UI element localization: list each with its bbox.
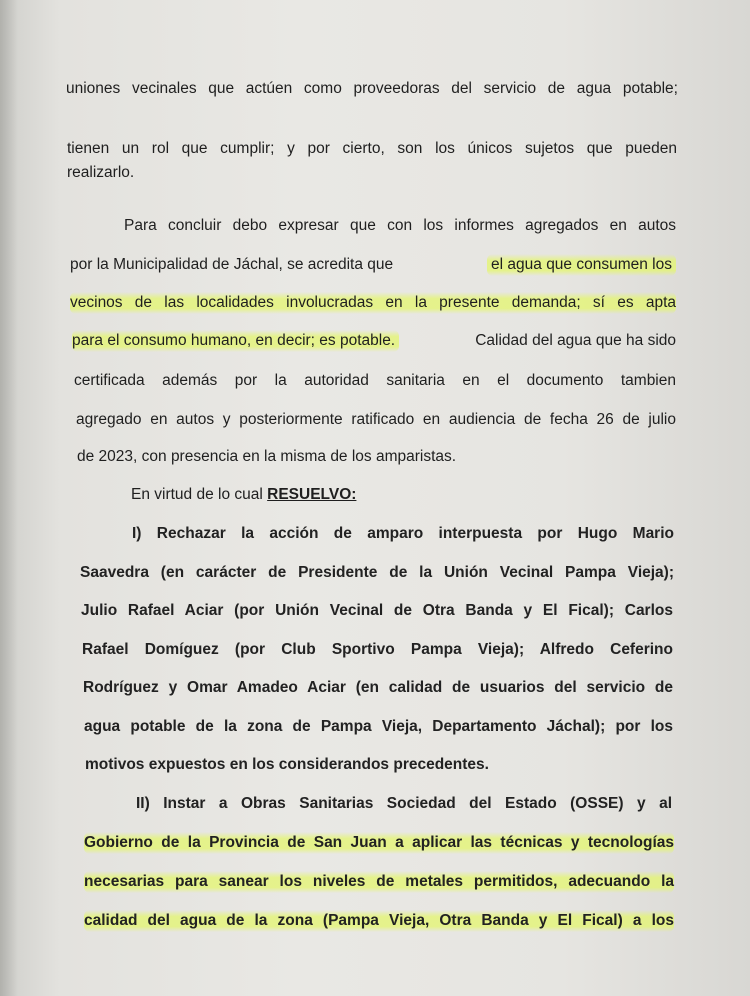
text-line-1: uniones vecinales que actúen como proveedoras del servicio de agua potable; [66, 80, 678, 97]
text-line-20: Gobierno de la Provincia de San Juan a aplicar las técnicas y tecnologías [84, 832, 674, 854]
text-line-9: agregado en autos y posteriormente ratificado en audiencia de fecha 26 de julio [76, 411, 676, 428]
text-line-4: Para concluir debo expresar que con los informes agregados en autos [124, 217, 676, 234]
text-line-12: I) Rechazar la acción de amparo interpuesta por Hugo Mario [132, 525, 674, 542]
text-line-21: necesarias para sanear los niveles de metales permitidos, adecuando la [84, 871, 674, 893]
text-line-18: motivos expuestos en los considerandos precedentes. [85, 756, 489, 773]
resuelvo-heading: RESUELVO: [267, 486, 357, 503]
text-line-14: Julio Rafael Aciar (por Unión Vecinal de Otra Banda y El Fical); Carlos [81, 602, 673, 619]
text-line-5: por la Municipalidad de Jáchal, se acredita que el agua que consumen los [70, 254, 676, 276]
text-line-15: Rafael Domíguez (por Club Sportivo Pampa Vieja); Alfredo Ceferino [82, 641, 673, 658]
text-line-8: certificada además por la autoridad sanitaria en el documento tambien [74, 372, 676, 389]
text-line-3: realizarlo. [67, 164, 135, 181]
highlight-2: para el consumo humano, en decir; es potable. [72, 330, 399, 352]
text-line-13: Saavedra (en carácter de Presidente de la Unión Vecinal Pampa Vieja); [80, 564, 674, 581]
text-line-10: de 2023, con presencia en la misma de los amparistas. [77, 448, 457, 465]
text-line-11: En virtud de lo cual RESUELVO: [131, 486, 357, 503]
page-edge-shadow [0, 0, 18, 996]
text-line-17: agua potable de la zona de Pampa Vieja, Departamento Jáchal); por los [84, 718, 673, 735]
text-line-6: vecinos de las localidades involucradas en la presente demanda; sí es apta [70, 292, 676, 314]
highlight-1: el agua que consumen los [487, 254, 676, 276]
text-line-22: calidad del agua de la zona (Pampa Vieja, Otra Banda y El Fical) a los [84, 910, 674, 932]
text-line-2: tienen un rol que cumplir; y por cierto, son los únicos sujetos que pueden [67, 140, 677, 157]
text-line-16: Rodríguez y Omar Amadeo Aciar (en calidad de usuarios del servicio de [83, 679, 673, 696]
text-line-19: II) Instar a Obras Sanitarias Sociedad del Estado (OSSE) y al [136, 795, 672, 812]
text-line-7: para el consumo humano, en decir; es potable. Calidad del agua que ha sido [72, 330, 676, 352]
